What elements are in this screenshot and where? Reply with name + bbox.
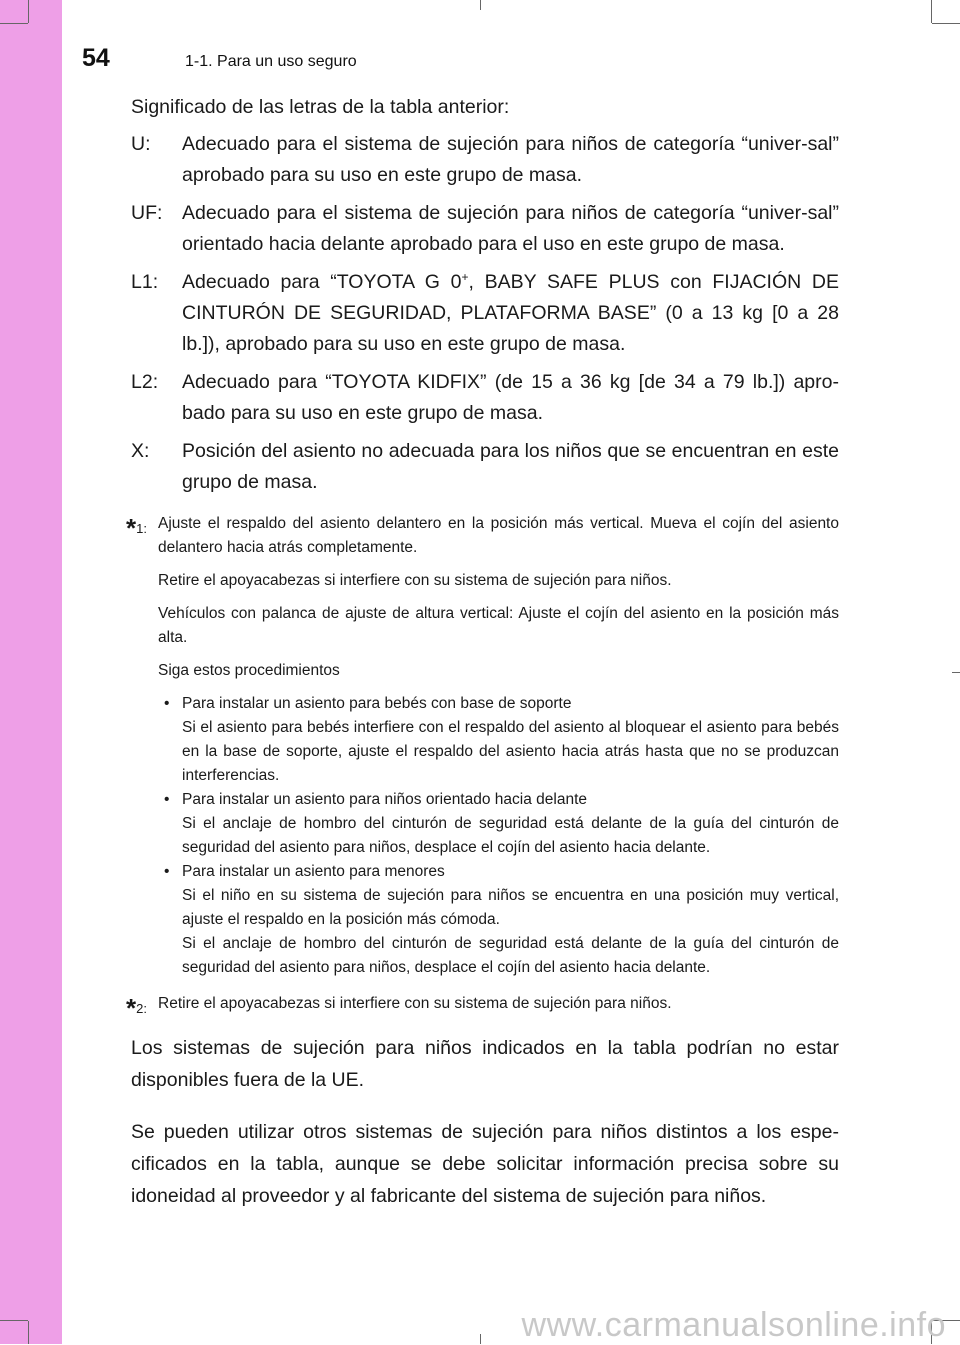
asterisk-icon: * (126, 513, 137, 543)
crop-mark (0, 23, 28, 24)
footnote-paragraph: Retire el apoyacabezas si interfiere con su sistema de sujeción para niños. (158, 572, 672, 589)
crop-mark (0, 1320, 28, 1321)
definition-code: X: (131, 440, 150, 462)
intro-text: Significado de las letras de la tabla anterior: (131, 96, 510, 118)
definition-u (131, 129, 839, 191)
definition-l2 (131, 367, 839, 429)
crop-mark (480, 1334, 481, 1344)
bullet-icon: • (164, 791, 170, 808)
list-item-title: Para instalar un asiento para menores (182, 863, 445, 880)
side-color-band (0, 0, 62, 1344)
definition-code: U: (131, 133, 151, 155)
definition-code: UF: (131, 202, 163, 224)
list-item-text: Si el anclaje de hombro del cinturón de seguridad está delante de la guía del cinturón de seguridad del asiento para niños, desplace el cojín del asiento hacia delante. (182, 815, 839, 856)
crop-mark (931, 0, 932, 23)
section-title: 1-1. Para un uso seguro (185, 53, 357, 70)
footnote-marker (126, 512, 158, 560)
list-item-title: Para instalar un asiento para bebés con base de soporte (182, 695, 572, 712)
list-item-text: Si el anclaje de hombro del cinturón de seguridad está delante de la guía del cinturón de seguridad del asiento para niños, desplace el cojín del asiento hacia delante. (182, 935, 839, 976)
definition-text: Adecuado para el sistema de sujeción para niños de categoría “univer-sal” orientado hacia delante aprobado para el uso en este grupo de masa. (182, 202, 839, 255)
bullet-icon: • (164, 695, 170, 712)
crop-mark (480, 0, 481, 10)
closing-paragraph: Los sistemas de sujeción para niños indicados en la tabla podrían no estar disponibles fuera de la UE. (131, 1037, 839, 1091)
definition-x (131, 436, 839, 498)
definition-text-part: , BABY SAFE PLUS con FIJACIÓN DE CINTURÓN DE SEGURIDAD, PLATAFORMA BASE” (0 a 13 kg [0 a 28 lb.]), aprobado para su uso en este grupo de masa. (182, 271, 839, 355)
definition-uf (131, 198, 839, 260)
watermark: www.carmanualsonline.info (521, 1306, 946, 1344)
footnote-paragraph: Vehículos con palanca de ajuste de altura vertical: Ajuste el cojín del asiento en la posición más alta. (158, 605, 839, 646)
asterisk-icon: * (126, 993, 137, 1023)
footnote-text: Ajuste el respaldo del asiento delantero en la posición más vertical. Mueva el cojín del asiento delantero hacia atrás completamente. (158, 515, 839, 556)
list-item-title: Para instalar un asiento para niños orientado hacia delante (182, 791, 587, 808)
footnote-text: Retire el apoyacabezas si interfiere con su sistema de sujeción para niños. (158, 995, 672, 1012)
superscript-plus: + (461, 270, 469, 284)
list-item (164, 692, 839, 788)
list-item (164, 860, 839, 980)
definition-text: Adecuado para “TOYOTA KIDFIX” (de 15 a 36 kg [de 34 a 79 lb.]) apro-bado para su uso en este grupo de masa. (182, 371, 839, 424)
definition-text-part: Adecuado para “TOYOTA G 0 (182, 271, 462, 293)
definition-code: L1: (131, 271, 159, 293)
footnote-1 (126, 512, 839, 980)
footnote-paragraph: Siga estos procedimientos (158, 662, 340, 679)
crop-mark (932, 23, 960, 24)
list-item-text: Si el asiento para bebés interfiere con el respaldo del asiento al bloquear el asiento para bebés en la base de soporte, ajuste el respaldo del asiento hacia atrás hasta que no se produzcan interferencias. (182, 719, 839, 784)
closing-paragraph: Se pueden utilizar otros sistemas de sujeción para niños distintos a los espe-cificados en la tabla, aunque se debe solicitar información precisa sobre su idoneidad al proveedor y al fabricante del sistema de sujeción para niños. (131, 1120, 839, 1207)
definition-code: L2: (131, 371, 159, 393)
definition-text (182, 267, 839, 360)
definition-l1 (131, 267, 839, 360)
crop-mark (28, 0, 29, 23)
procedure-list (164, 692, 839, 980)
footnote-number: 1: (136, 521, 147, 536)
crop-mark (28, 1321, 29, 1344)
definition-text: Posición del asiento no adecuada para los niños que se encuentran en este grupo de masa. (182, 440, 839, 493)
list-item-text: Si el niño en su sistema de sujeción para niños se encuentra en una posición muy vertical, ajuste el respaldo en la posición más cómoda. (182, 887, 839, 928)
list-item (164, 788, 839, 860)
page-number: 54 (82, 44, 110, 72)
footnote-number: 2: (136, 1001, 147, 1016)
page-content (126, 92, 839, 1231)
crop-mark (952, 672, 960, 673)
bullet-icon: • (164, 863, 170, 880)
footnote-marker (126, 992, 158, 1021)
footnote-2 (126, 992, 839, 1023)
definition-text: Adecuado para el sistema de sujeción para niños de categoría “univer-sal” aprobado para su uso en este grupo de masa. (182, 133, 839, 186)
